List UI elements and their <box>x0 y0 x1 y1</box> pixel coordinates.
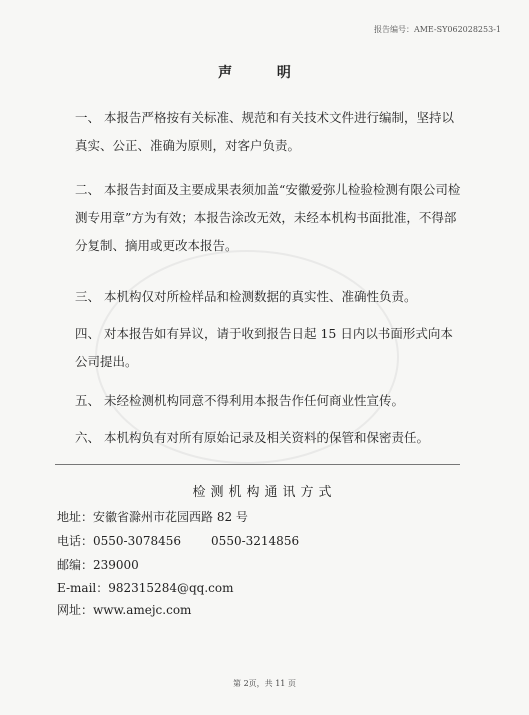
contact-postcode: 邮编：239000 <box>57 558 139 572</box>
contact-website: 网址：www.amejc.com <box>57 603 192 617</box>
declaration-item-5: 五、 未经检测机构同意不得利用本报告作任何商业性宣传。 <box>75 393 404 408</box>
contact-phone-2: 0550-3214856 <box>211 534 300 548</box>
page-footer: 第 2页，共 11 页 <box>233 679 296 688</box>
report-number: 报告编号：AME-SY062028253-1 <box>373 25 501 34</box>
contact-address: 地址：安徽省滁州市花园西路 82 号 <box>57 510 248 524</box>
section-divider <box>55 464 460 465</box>
declaration-title: 声 明 <box>218 65 311 81</box>
contact-phone-line <box>57 532 299 549</box>
declaration-item-2: 二、 本报告封面及主要成果表须加盖“安徽爱弥儿检验检测有限公司检测专用章”方为有效；本报告涂改无效，未经本机构书面批准，不得部分复制、摘用或更改本报告。 <box>75 182 461 253</box>
contact-phone: 电话：0550-3078456 <box>57 534 182 548</box>
contact-title: 检测机构通讯方式 <box>192 485 337 500</box>
declaration-item-1: 一、 本报告严格按有关标准、规范和有关技术文件进行编制，坚持以真实、公正、准确为原则，对客户负责。 <box>75 110 454 153</box>
contact-email: E-mail：982315284@qq.com <box>57 581 234 595</box>
declaration-item-6: 六、 本机构负有对所有原始记录及相关资料的保管和保密责任。 <box>75 430 429 445</box>
declaration-item-4: 四、 对本报告如有异议，请于收到报告日起 15 日内以书面形式向本公司提出。 <box>75 326 453 369</box>
declaration-item-3: 三、 本机构仅对所检样品和检测数据的真实性、准确性负责。 <box>75 289 417 304</box>
